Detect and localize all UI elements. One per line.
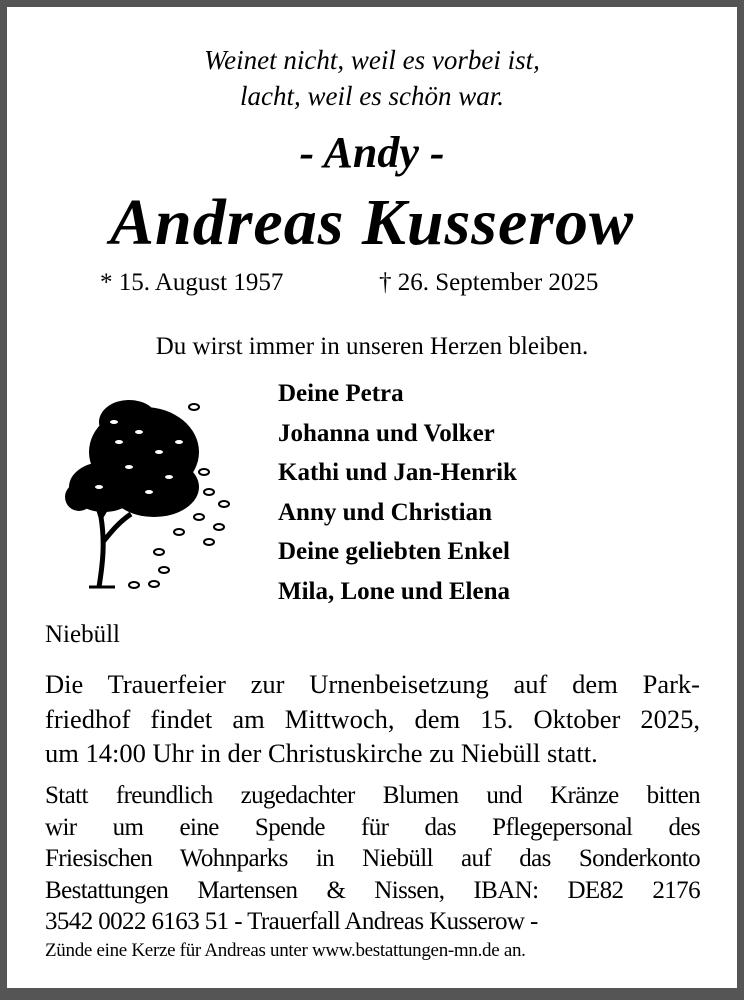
mourner: Mila, Lone und Elena xyxy=(278,577,510,605)
mourner: Anny und Christian xyxy=(278,498,492,526)
mourner: Johanna und Volker xyxy=(278,419,495,447)
dedication: Du wirst immer in unseren Herzen bleiben. xyxy=(155,333,589,360)
mourner: Kathi und Jan-Henrik xyxy=(278,459,517,486)
donation-line: 3542 0022 6163 51 - Trauerfall Andreas Kusserow - xyxy=(45,908,538,935)
ceremony-paragraph xyxy=(45,667,700,771)
mourner: Deine geliebten Enkel xyxy=(278,538,510,565)
donation-line: Bestattungen Martensen & Nissen, IBAN: DE82 2176 xyxy=(45,876,700,904)
mourner: Deine Petra xyxy=(278,380,404,407)
donation-line: wir um eine Spende für das Pflegepersonal des xyxy=(45,813,700,841)
obituary-notice xyxy=(7,7,737,988)
city: Niebüll xyxy=(45,621,120,648)
donation-line: Statt freundlich zugedachter Blumen und Kränze bitten xyxy=(45,782,700,809)
full-name: Andreas Kusserow xyxy=(110,186,634,259)
nickname: - Andy - xyxy=(299,128,445,177)
donation-line: Friesischen Wohnparks in Niebüll auf das Sonderkonto xyxy=(45,845,700,872)
motto-line-1: Weinet nicht, weil es vorbei ist, xyxy=(204,45,540,75)
ceremony-line: Die Trauerfeier zur Urnenbeisetzung auf dem Park- xyxy=(45,669,700,699)
tree-illustration xyxy=(59,392,239,592)
ceremony-line: friedhof findet am Mittwoch, dem 15. Oktober 2025, xyxy=(45,703,700,734)
birth-date: * 15. August 1957 xyxy=(100,269,284,296)
footer-note: Zünde eine Kerze für Andreas unter www.bestattungen-mn.de an. xyxy=(45,940,526,961)
ceremony-line: um 14:00 Uhr in der Christuskirche zu Niebüll statt. xyxy=(45,738,598,768)
mourners-list xyxy=(278,379,517,616)
donation-paragraph xyxy=(45,780,700,938)
motto-line-2: lacht, weil es schön war. xyxy=(240,81,504,111)
death-date: † 26. September 2025 xyxy=(379,269,599,296)
